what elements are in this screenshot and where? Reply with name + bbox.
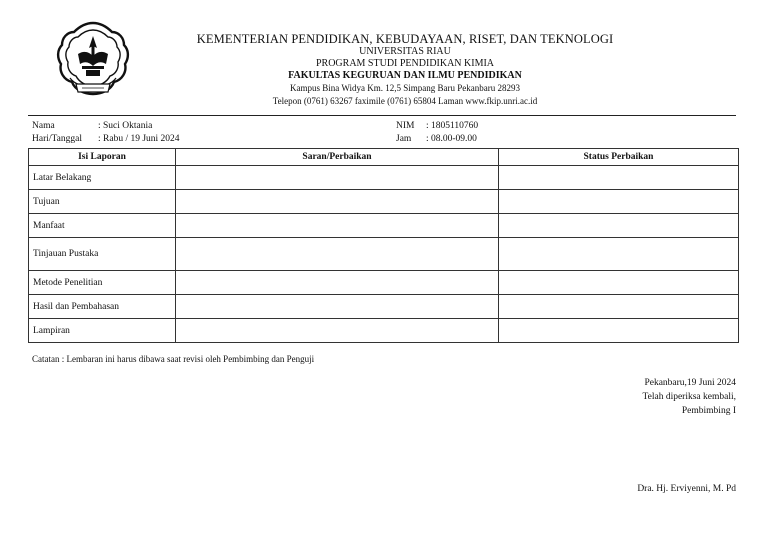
nim-value: : 1805110760	[426, 121, 479, 131]
signature-role: Pembimbing I	[681, 406, 736, 416]
contact-info: Telepon (0761) 63267 faximile (0761) 65804 Laman www.fkip.unri.ac.id	[272, 96, 538, 106]
campus-address: Kampus Bina Widya Km. 12,5 Simpang Baru Pekanbaru 28293	[290, 83, 520, 93]
table-row	[29, 319, 739, 343]
saran-cell	[176, 238, 499, 271]
nim-row	[396, 121, 478, 131]
table-row	[29, 214, 739, 238]
status-cell	[499, 166, 739, 190]
status-cell	[499, 238, 739, 271]
university-logo-icon	[56, 20, 130, 102]
table-row	[29, 190, 739, 214]
status-cell	[499, 295, 739, 319]
table-row	[29, 238, 739, 271]
program-name: PROGRAM STUDI PENDIDIKAN KIMIA	[315, 58, 495, 69]
time-row	[396, 134, 477, 144]
signature-place-date: Pekanbaru,19 Juni 2024	[644, 378, 736, 388]
date-row	[32, 134, 180, 144]
revision-table	[28, 148, 739, 343]
row-label: Tinjauan Pustaka	[29, 238, 176, 271]
table-header-row	[29, 149, 739, 166]
status-cell	[499, 190, 739, 214]
saran-cell	[176, 319, 499, 343]
status-cell	[499, 214, 739, 238]
nim-label: NIM	[396, 121, 415, 131]
saran-cell	[176, 214, 499, 238]
saran-cell	[176, 295, 499, 319]
faculty-name: FAKULTAS KEGURUAN DAN ILMU PENDIDIKAN	[288, 70, 522, 81]
letterhead-divider	[28, 115, 736, 116]
row-label: Metode Penelitian	[29, 271, 176, 295]
header-status-perbaikan: Status Perbaikan	[499, 149, 739, 166]
name-row	[32, 121, 152, 131]
university-name: UNIVERSITAS RIAU	[359, 46, 451, 57]
table-row	[29, 166, 739, 190]
saran-cell	[176, 166, 499, 190]
row-label: Tujuan	[29, 190, 176, 214]
row-label: Hasil dan Pembahasan	[29, 295, 176, 319]
ministry-name: KEMENTERIAN PENDIDIKAN, KEBUDAYAAN, RISET, DAN TEKNOLOGI	[196, 32, 614, 46]
status-cell	[499, 319, 739, 343]
signatory-name: Dra. Hj. Erviyenni, M. Pd	[637, 484, 736, 494]
row-label: Lampiran	[29, 319, 176, 343]
time-label: Jam	[396, 134, 412, 144]
signature-checked: Telah diperiksa kembali,	[642, 392, 736, 402]
row-label: Manfaat	[29, 214, 176, 238]
date-value: : Rabu / 19 Juni 2024	[98, 134, 180, 144]
status-cell	[499, 271, 739, 295]
revision-note: Catatan : Lembaran ini harus dibawa saat revisi oleh Pembimbing dan Penguji	[32, 354, 315, 364]
date-label: Hari/Tanggal	[32, 134, 82, 144]
row-label: Latar Belakang	[29, 166, 176, 190]
table-row	[29, 271, 739, 295]
saran-cell	[176, 190, 499, 214]
header-saran-perbaikan: Saran/Perbaikan	[176, 149, 499, 166]
name-value: : Suci Oktania	[98, 121, 153, 131]
time-value: : 08.00-09.00	[426, 134, 477, 144]
saran-cell	[176, 271, 499, 295]
name-label: Nama	[32, 121, 55, 131]
table-row	[29, 295, 739, 319]
header-isi-laporan: Isi Laporan	[29, 149, 176, 166]
